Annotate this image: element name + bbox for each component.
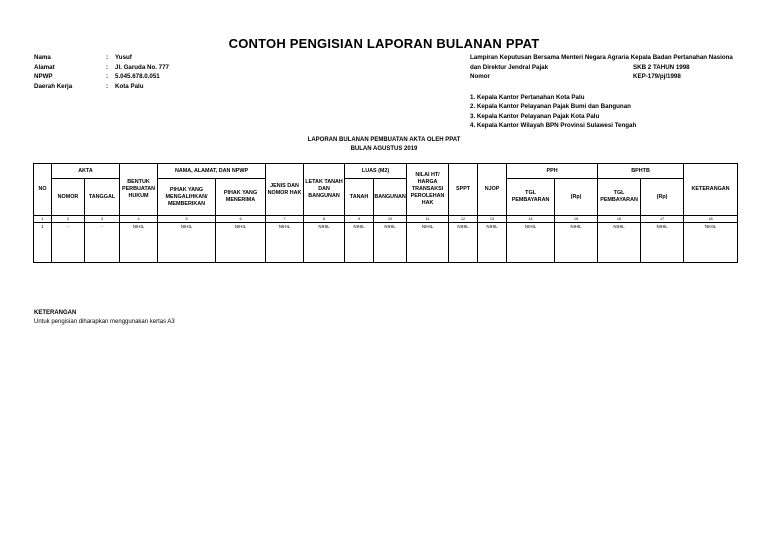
- info-value: Jl. Garuda No. 777: [115, 63, 169, 71]
- table-cell: NIHIL: [684, 223, 738, 263]
- lampiran-line: Lampiran Keputusan Bersama Menteri Negara Agraria Kepala Badan Pertanahan Nasiona: [470, 54, 733, 61]
- col-header-bphtb: BPHTB: [598, 164, 684, 179]
- report-subtitle: [0, 136, 768, 154]
- col-header-bentuk: BENTUK PERBUATAN HUKUM: [120, 164, 158, 216]
- recipient-item: 1. Kepala Kantor Pertanahan Kota Palu: [470, 94, 585, 101]
- col-header-letak: LETAK TANAH DAN BANGUNAN: [304, 164, 345, 216]
- info-label: Alamat: [34, 63, 55, 71]
- col-header-tgl-pph: TGL PEMBAYARAN: [507, 179, 555, 216]
- col-header-rp-bphtb: (Rp): [641, 179, 684, 216]
- table-cell: NIHIL: [120, 223, 158, 263]
- column-number-cell: 10: [374, 216, 407, 223]
- lampiran-text: dan Direktur Jendral Pajak: [470, 63, 549, 71]
- column-number-cell: 17: [641, 216, 684, 223]
- column-number-cell: 14: [507, 216, 555, 223]
- col-header-bangunan: BANGUNAN: [374, 179, 407, 216]
- lampiran-nomor-value: KEP-179/pj/1998: [633, 73, 681, 80]
- table-cell: NIHIL: [158, 223, 216, 263]
- table-cell: NIHIL: [641, 223, 684, 263]
- col-header-jenis: JENIS DAN NOMOR HAK: [266, 164, 304, 216]
- report-table: [33, 163, 738, 263]
- info-label: NPWP: [34, 73, 53, 80]
- info-label: Daerah Kerja: [34, 82, 73, 90]
- col-header-nilai: NILAI HT/ HARGA TRANSAKSI PEROLEHAN HAK: [407, 164, 449, 216]
- column-number-cell: 3: [85, 216, 120, 223]
- col-header-tanah: TANAH: [345, 179, 374, 216]
- column-number-cell: 1: [34, 216, 52, 223]
- col-header-pph: PPH: [507, 164, 598, 179]
- column-number-cell: 7: [266, 216, 304, 223]
- info-value: Kota Palu: [115, 82, 144, 90]
- col-header-no: NO: [34, 164, 52, 216]
- table-cell: NIHIL: [374, 223, 407, 263]
- col-header-luas: LUAS (M2): [345, 164, 407, 179]
- recipient-item: 4. Kepala Kantor Wilayah BPN Provinsi Sulawesi Tengah: [470, 121, 637, 129]
- info-value: 5.045.678.0.051: [115, 73, 160, 80]
- table-cell: 1: [34, 223, 52, 263]
- column-number-cell: 2: [52, 216, 85, 223]
- info-label: Nama: [34, 54, 51, 61]
- table-cell: NIHIL: [598, 223, 641, 263]
- column-number-cell: 12: [449, 216, 478, 223]
- column-number-cell: 18: [684, 216, 738, 223]
- identity-block: [34, 53, 169, 91]
- column-number-cell: 11: [407, 216, 449, 223]
- page-title: CONTOH PENGISIAN LAPORAN BULANAN PPAT: [228, 36, 540, 51]
- info-row-alamat: [34, 63, 169, 73]
- lampiran-nomor-label: Nomor: [470, 73, 490, 80]
- table-cell: NIHIL: [407, 223, 449, 263]
- table-cell: NIHIL: [345, 223, 374, 263]
- report-title: LAPORAN BULANAN PEMBUATAN AKTA OLEH PPAT: [307, 137, 461, 143]
- table-cell: -: [85, 223, 120, 263]
- col-header-sppt: SPPT: [449, 164, 478, 216]
- col-header-tanggal: TANGGAL: [85, 179, 120, 216]
- table-cell: NIHIL: [216, 223, 266, 263]
- column-number-row: [34, 216, 738, 223]
- table-cell: NIHIL: [478, 223, 507, 263]
- lampiran-skb: SKB 2 TAHUN 1998: [633, 63, 690, 71]
- column-number-cell: 5: [158, 216, 216, 223]
- info-row-daerah: [34, 82, 169, 92]
- col-header-njop: NJOP: [478, 164, 507, 216]
- column-number-cell: 6: [216, 216, 266, 223]
- lampiran-block: [470, 53, 768, 82]
- recipient-list: [470, 93, 636, 130]
- recipient-item: 3. Kepala Kantor Pelayanan Pajak Kota Palu: [470, 112, 600, 120]
- table-cell: -: [52, 223, 85, 263]
- info-row-nama: [34, 53, 169, 63]
- notes-heading: KETERANGAN: [34, 310, 77, 316]
- info-separator: :: [106, 54, 109, 61]
- column-number-cell: 4: [120, 216, 158, 223]
- col-header-mengalihkan: PIHAK YANG MENGALIHKAN/ MEMBERIKAN: [158, 179, 216, 216]
- info-row-npwp: [34, 72, 169, 82]
- col-header-keterangan: KETERANGAN: [684, 164, 738, 216]
- info-separator: :: [106, 63, 109, 71]
- recipient-item: 2. Kepala Kantor Pelayanan Pajak Bumi dan Bangunan: [470, 103, 631, 111]
- info-value: Yusuf: [115, 54, 132, 61]
- report-period: BULAN AGUSTUS 2019: [350, 146, 418, 152]
- lampiran-row: [470, 72, 768, 82]
- info-separator: :: [106, 82, 109, 90]
- col-header-akta: AKTA: [52, 164, 120, 179]
- table-row: [34, 223, 738, 263]
- col-header-menerima: PIHAK YANG MENERIMA: [216, 179, 266, 216]
- table-cell: NIHIL: [507, 223, 555, 263]
- col-header-tgl-bphtb: TGL PEMBAYARAN: [598, 179, 641, 216]
- col-header-rp-pph: (Rp): [555, 179, 598, 216]
- table-cell: NIHIL: [266, 223, 304, 263]
- table-cell: NIHIL: [304, 223, 345, 263]
- table-cell: NIHIL: [555, 223, 598, 263]
- notes-text: Untuk pengisian diharapkan menggunakan kertas A3: [34, 319, 175, 325]
- column-number-cell: 13: [478, 216, 507, 223]
- column-number-cell: 16: [598, 216, 641, 223]
- column-number-cell: 15: [555, 216, 598, 223]
- col-header-nomor: NOMOR: [52, 179, 85, 216]
- column-number-cell: 8: [304, 216, 345, 223]
- notes-block: [34, 309, 175, 327]
- col-header-nama: NAMA, ALAMAT, DAN NPWP: [158, 164, 266, 179]
- column-number-cell: 9: [345, 216, 374, 223]
- table-cell: NIHIL: [449, 223, 478, 263]
- info-separator: :: [106, 73, 109, 80]
- lampiran-row: [470, 63, 768, 73]
